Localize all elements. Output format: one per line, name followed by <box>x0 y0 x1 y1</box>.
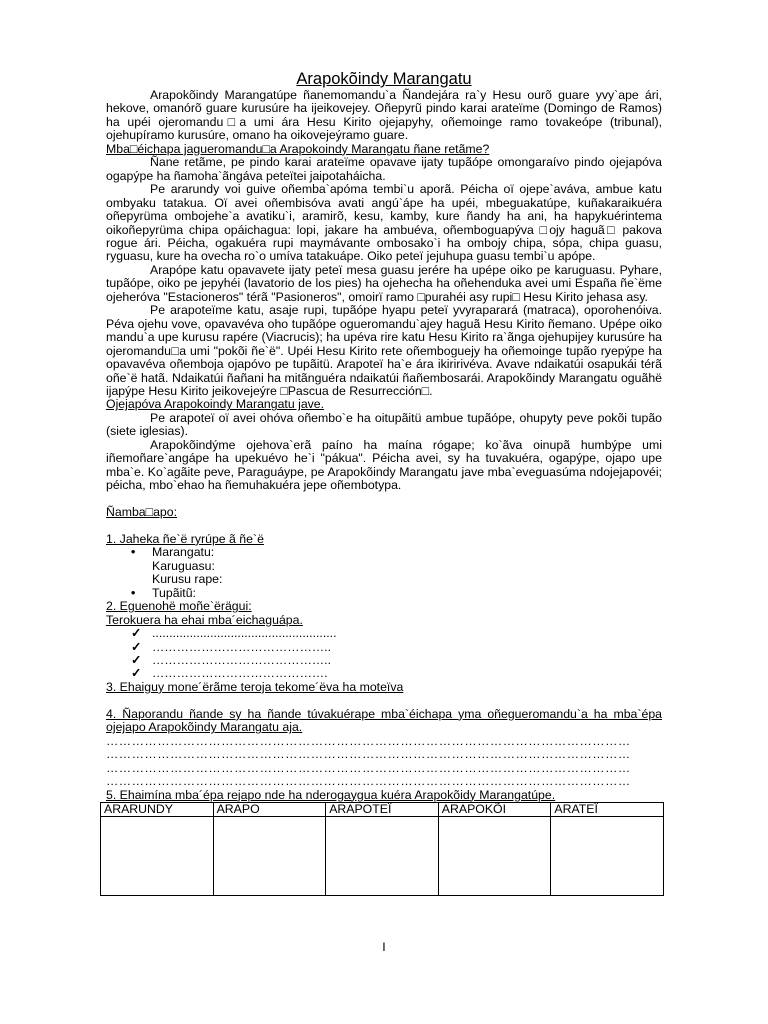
answer-line: ✓ ……………………………………. <box>106 667 662 680</box>
table-header: ARATEÏ <box>551 802 664 816</box>
table-row <box>101 816 664 895</box>
paragraph-thursday: Arapópe katu opavavete ijaty peteï mesa guasu jerére ha upépe oiko pe karuguasu. Pyhare, tupãópe, oiko pe jepyhéi (lavatorio de los pies) ha ojehecha ha oñehenduka avei umi España ñe`ëme ojeheróva "Estacioneros" térã "Pasioneros", omoirï ramo □purahéi asy rupi□ Hesu Kirito jehasa asy. <box>106 262 662 304</box>
paragraph-friday: Pe arapoteïme katu, asaje rupi, tupãópe hyapu peteï yvyraparará (matraca), oporohenóiva. Péva ojehu vove, opavavéva oho tupãópe ogueromandu`ajey haguã Hesu Kirito ñemano. Upépe oiko mandu`a upe kurusu rapére (Viacrucis); ha upéva rire katu Hesu Kirito ra`ãnga ojehupijey kurusúre ha ojeromandu□a umi "pokõi ñe`ë". Upéi Hesu Kirito rete oñemboguejy ha oñemoinge tupão ryepýpe ha opavavéva oñemboja ojapóvo pe tupãitü. Arapoteï ha`e ára ikiririvéva. Avave ndaikatúi osapukái térã oñe`ë hatã. Ndaikatúi ñañani ha mitãnguéra ndaikatúi ñañembosarái. Arapokõindy Marangatu oguãhë ijapýpe Hesu Kirito jeikovejeýre □Pascua de Resurrección□. <box>106 303 662 398</box>
activities-table <box>100 802 664 896</box>
table-header: ARARUNDY <box>101 802 214 816</box>
question-2-subtitle: Terokuera ha ehai mba´eichaguápa. <box>106 612 303 627</box>
question-3: 3. Ehaiguy mone´ërãme teroja tekome´ëva ha moteïva <box>106 679 404 694</box>
document-page <box>106 70 662 896</box>
table-cell <box>551 816 664 895</box>
document-title: Arapokõindy Marangatu <box>296 70 472 88</box>
page-number: I <box>382 940 386 954</box>
list-item: • Tupãitũ: <box>106 587 662 600</box>
answer-line: …………………………………………………………………………………………………………… <box>106 748 631 762</box>
table-cell <box>438 816 551 895</box>
question-5: 5. Ehaimína mba´épa rejapo nde ha nderogaygua kuéra Arapokõidy Marangatúpe. <box>106 787 556 802</box>
question-1: 1. Jaheka ñe`ë ryrúpe ã ñe`ë <box>106 531 264 546</box>
paragraph-wednesday: Pe ararundy voi guive oñemba`apóma tembi`u aporã. Péicha oï ojepe`aváva, ambue katu ombyaku tatakua. Oï avei oñembisóva avati angú`ápe ha upéi, mbeguakatúpe, kuñakaraikuéra oñepyrüma ombojehe`a avatiku`i, aramirõ, kesu, kamby, kure ñandy ha ani, ha hapykuérintema oikoñepyrüma chipa opáichagua: lopi, jakare ha ambuéva, oñemboguapýva □ojy haguã□ pakova rogue ári. Péicha, ogakuéra rupi maymávante ombosako`i ha ombojy chipa, sópa, chipa guasu, ryguasu, kure ha ovecha ro`o umíva tatakuápe. Oiko peteï jejuhupa guasu tembi`u apópe. <box>106 182 662 264</box>
answer-line: ✓ …………………………………….. <box>106 641 662 654</box>
list-item: Kurusu rape: <box>152 572 223 587</box>
answer-line: …………………………………………………………………………………………………………… <box>106 761 631 775</box>
table-cell <box>101 816 214 895</box>
table-header: ARAPOKÕI <box>438 802 551 816</box>
answer-line: ✓ ...................................................... <box>106 627 662 640</box>
paragraph-seven-churches: Pe arapoteï oï avei ohóva oñembo`e ha oitupãitü ambue tupãópe, ohupyty peve pokõi tupão (siete iglesias). <box>106 410 662 439</box>
table-cell <box>213 816 326 895</box>
table-header: ARAPOTEÏ <box>326 802 439 816</box>
list-item: Karuguasu: <box>152 558 215 573</box>
question-1-list <box>106 546 662 600</box>
section-heading-how: Mba□éichapa jagueromandu□a Arapokoindy Marangatu ñane retãme? <box>106 141 490 156</box>
intro-paragraph: Arapokõindy Marangatúpe ñanemomandu`a Ñandejára ra`y Hesu ourõ guare yvy`ape ári, hekove, omanórõ guare kurusúre ha ijeikovejey. Oñepyrũ pindo karai arateïme (Domingo de Ramos) ha upéi ojeromandu□a umi ára Hesu Kirito ojejapyhy, oñemoinge ramo tovakeópe (tribunal), ojehupíramo kurusúre, omano ha oikovejeýramo guare. <box>106 88 662 143</box>
question-2: 2. Eguenohë moñe`ërägui: <box>106 599 252 614</box>
exercises-heading: Ñamba□apo: <box>106 505 178 520</box>
table-header: ARAPO <box>213 802 326 816</box>
answer-line: …………………………………………………………………………………………………………… <box>106 775 631 789</box>
answer-line: ✓ …………………………………….. <box>106 654 662 667</box>
paragraph-godparents: Arapokõindýme ojehova`erã paíno ha maína rógape; ko`ãva oinupã humbýpe umi iñemoñare`angápe ha upekuévo he`i "pákua". Péicha avei, sy ha tuvakuéra, ogapýpe, ojapo upe mba`e. Ko`agãite peve, Paraguáype, pe Arapokõindy Marangatu jave mba`eveguasúma ndojejapovéi; péicha, mbo`ehao ha ñemuhakuéra jepe oñembotypa. <box>106 437 662 493</box>
table-cell <box>326 816 439 895</box>
paragraph-palm-sunday: Ñane retãme, pe pindo karai arateïme opavave ijaty tupãópe omongaraívo pindo ojejapóva ogapýpe ha ñamoha`ãngáva peteïtei jaipotaháicha. <box>106 155 662 183</box>
question-2-list <box>106 627 662 681</box>
list-item: • Marangatu: <box>106 546 662 559</box>
answer-line: …………………………………………………………………………………………………………… <box>106 734 631 748</box>
section-heading-done: Ojejapóva Arapokoindy Marangatu jave. <box>106 397 325 412</box>
question-4: 4. Ñaporandu ñande sy ha ñande túvakuérape mba`éichapa yma oñegueromandu`a ha mba`épa ojejapo Arapokõindy Marangatu aja. <box>106 706 662 735</box>
